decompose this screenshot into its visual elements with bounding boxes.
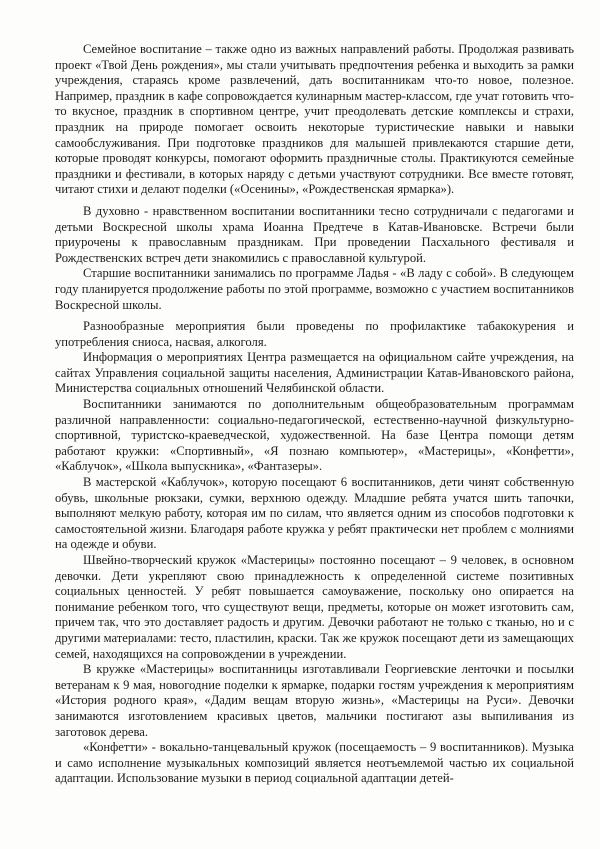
paragraph-ladya-program: Старшие воспитанники занимались по программе Ладья - «В ладу с собой». В следующем году планируется продолжение работы по этой программе, возможно с участием воспитанников Воскресной школы. — [55, 266, 574, 312]
paragraph-information: Информация о мероприятиях Центра размещается на официальном сайте учреждения, на сайтах Управления социальной защиты населения, Администрации Катав-Ивановского района, Министерства социальных отношений Челябинской области. — [55, 350, 574, 396]
paragraph-masteritsy-activities: В кружке «Мастерицы» воспитанницы изготавливали Георгиевские ленточки и посылки ветеранам к 9 мая, новогодние поделки к ярмарке, подарки гостям учреждения к мероприятиям «История родного края», «Дадим вещам вторую жизнь», «Мастерицы на Руси». Девочки занимаются изготовлением красивых цветов, мальчики постигают азы выпиливания из заготовок дерева. — [55, 662, 574, 739]
paragraph-family-education: Семейное воспитание – также одно из важных направлений работы. Продолжая развивать проект «Твой День рождения», мы стали учитывать предпочтения ребенка и выходить за рамки учреждения, стараясь кроме развлечений, дать воспитанникам что-то новое, полезное. Например, праздник в кафе сопровождается кулинарным мастер-классом, где учат готовить что-то вкусное, праздник в спортивном центре, учит преодолевать детские комплексы и страхи, праздник на природе помогает освоить некоторые туристические навыки и навыки самообслуживания. При подготовке праздников для малышей привлекаются старшие дети, которые проводят конкурсы, помогают оформить праздничные столы. Практикуются семейные праздники и фестивали, в которых наряду с детьми участвуют сотрудники. Все вместе готовят, читают стихи и делают поделки («Осенины», «Рождественская ярмарка»). — [55, 42, 574, 197]
paragraph-spiritual-education: В духовно - нравственном воспитании воспитанники тесно сотрудничали с педагогами и детьми Воскресной школы храма Иоанна Предтече в Катав-Ивановске. Встречи были приурочены к православным праздникам. При проведении Пасхального фестиваля и Рождественских встреч дети знакомились с православной культурой. — [55, 203, 574, 265]
paragraph-prevention: Разнообразные мероприятия были проведены по профилактике табакокурения и употребления сниоса, насвая, алкоголя. — [55, 319, 574, 349]
paragraph-kabluchok-workshop: В мастерской «Каблучок», которую посещают 6 воспитанников, дети чинят собственную обувь, школьные рюкзаки, сумки, верхнюю одежду. Младшие ребята учатся шить тапочки, выполняют мелкую работу, которая им по силам, что является одним из способов подготовки к самостоятельной жизни. Благодаря работе кружка у ребят практически нет проблем с молниями на одежде и обуви. — [55, 475, 574, 552]
paragraph-masteritsy-club: Швейно-творческий кружок «Мастерицы» постоянно посещают – 9 человек, в основном девочки. Дети укрепляют свою принадлежность к определенной системе позитивных социальных ценностей. У ребят повышается самоуважение, поскольку оно опирается на понимание ребенком того, что существуют вещи, предметы, которые он может изготовить сам, причем так, что это доставляет радость и другим. Девочки работают не только с тканью, но и с другими материалами: тесто, пластилин, краски. Так же кружок посещают дети из замещающих семей, находящихся на сопровождении в учреждении. — [55, 553, 574, 661]
paragraph-konfetti-club: «Конфетти» - вокально-танцевальный кружок (посещаемость – 9 воспитанников). Музыка и само исполнение музыкальных композиций является неотъемлемой частью их социальной адаптации. Использование музыки в период социальной адаптации детей- — [55, 740, 574, 786]
document-body — [55, 42, 574, 787]
paragraph-additional-programs: Воспитанники занимаются по дополнительным общеобразовательным программам различной направленности: социально-педагогической, естественно-научной физкультурно-спортивной, туристско-краеведческой, художественной. На базе Центра помощи детям работают кружки: «Спортивный», «Я познаю компьютер», «Мастерицы», «Конфетти», «Каблучок», «Школа выпускника», «Фантазеры». — [55, 397, 574, 474]
